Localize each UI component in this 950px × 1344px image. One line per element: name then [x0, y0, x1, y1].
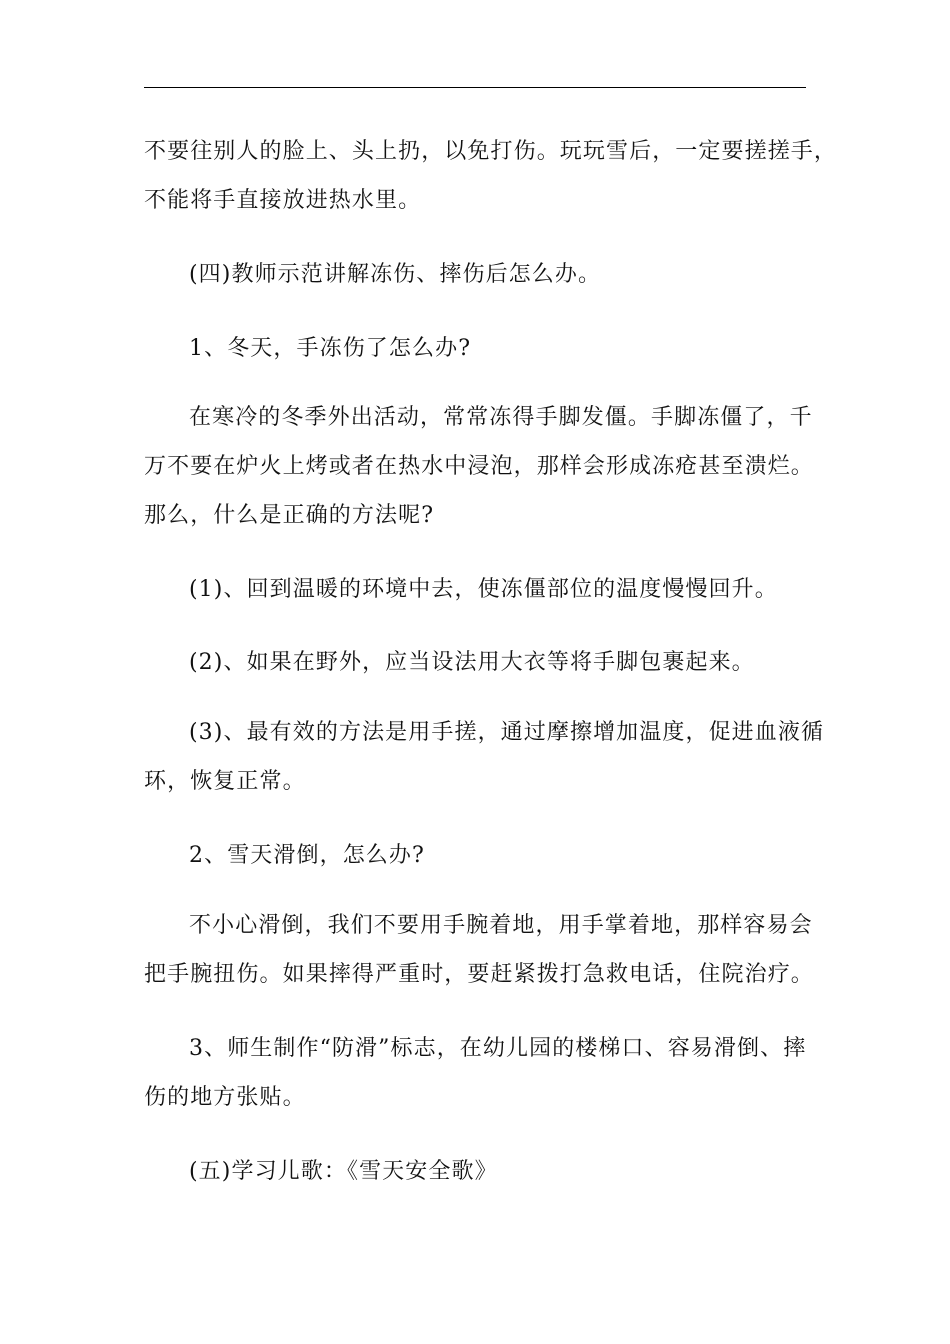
subsection-heading: 3、师生制作“防滑”标志，在幼儿园的楼梯口、容易滑倒、摔 [189, 1036, 807, 1061]
list-item: (2)、如果在野外，应当设法用大衣等将手脚包裹起来。 [189, 650, 755, 675]
subsection-heading: 1、冬天，手冻伤了怎么办? [189, 336, 472, 361]
subsection-heading: 2、雪天滑倒，怎么办? [189, 843, 425, 868]
paragraph-line: 那么，什么是正确的方法呢? [144, 503, 435, 528]
list-item: (1)、回到温暖的环境中去，使冻僵部位的温度慢慢回升。 [189, 577, 778, 602]
paragraph-line: 不要往别人的脸上、头上扔，以免打伤。玩玩雪后，一定要搓搓手， [144, 139, 838, 164]
paragraph-line: 伤的地方张贴。 [144, 1085, 306, 1110]
header-rule [144, 87, 806, 88]
paragraph-line: 万不要在炉火上烤或者在热水中浸泡，那样会形成冻疮甚至溃烂。 [144, 454, 814, 479]
list-item: (3)、最有效的方法是用手搓，通过摩擦增加温度，促进血液循 [189, 720, 825, 745]
paragraph-line: 把手腕扭伤。如果摔得严重时，要赶紧拨打急救电话，住院治疗。 [144, 962, 814, 987]
list-item-continued: 环，恢复正常。 [144, 769, 306, 794]
paragraph-line: 不能将手直接放进热水里。 [144, 188, 422, 213]
paragraph-line: 不小心滑倒，我们不要用手腕着地，用手掌着地，那样容易会 [189, 913, 813, 938]
section-heading: (四)教师示范讲解冻伤、摔伤后怎么办。 [189, 262, 602, 287]
section-heading: (五)学习儿歌：《雪天安全歌》 [189, 1159, 498, 1184]
paragraph-line: 在寒冷的冬季外出活动，常常冻得手脚发僵。手脚冻僵了，千 [189, 405, 813, 430]
